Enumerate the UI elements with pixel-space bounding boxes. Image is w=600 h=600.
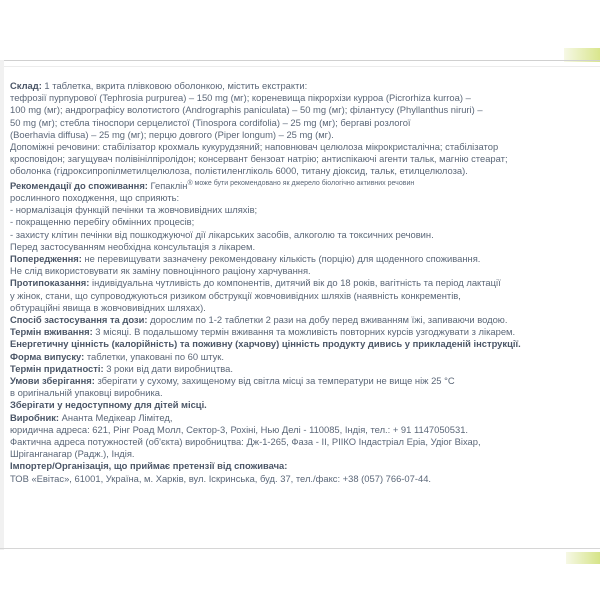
usage-section: Спосіб застосування та дози: дорослим по 1-2 таблетки 2 рази на добу перед вживанням їжі, запиваючи водою. xyxy=(10,313,508,325)
energy-section: Енергетичну цінність (калорійність) та поживну (харчову) цінність продукту дивись у прикладеній інструкції. xyxy=(10,338,521,350)
auxiliary-section: Допоміжні речовини: стабілізатор крохмаль кукурудзяний; наповнювач целюлоза мікрокристалічна; стабілізатор кросповідон; загущувач полівінілпіролідон; консервант бензоат натрію; антиспікаючі агенти тальк, магнію стеарат; оболонка (гідроксипропілметилцелюлоза, полієтиленгліколь 6000, титану діоксид, тальк, етилцелюлоза). xyxy=(10,141,508,177)
package-flap-bottom xyxy=(566,552,600,564)
box-edge-top-inner xyxy=(0,66,600,67)
warning-section: Попередження: не перевищувати зазначену рекомендовану кількість (порцію) для щоденного споживання. Не слід використовувати як заміну повноцінного раціону харчування. xyxy=(10,252,481,277)
storage-section: Умови зберігання: зберігати у сухому, захищеному від світла місці за температури не вище ніж 25 °C в оригінальній упаковці виробника. xyxy=(10,375,455,399)
form-section: Форма випуску: таблетки, упаковані по 60 штук. xyxy=(10,350,225,362)
children-section: Зберігати у недоступному для дітей місці. xyxy=(10,399,207,411)
contraindications-section: Протипоказання: індивідуальна чутливість до компонентів, дитячий вік до 18 років, вагітність та період лактації у жінок, стани, що супроводжуються ризиком обструкції жовчовивідних шляхів (наявність конкрементів, обтураційні явища в жовчовивідних шляхах). xyxy=(10,277,501,313)
importer-section: Імпортер/Організація, що приймає претензії від споживача: ТОВ «Евітас», 61001, Україна, м. Харків, вул. Іскринська, буд. 37, тел./факс: +38 (057) 766-07-44. xyxy=(10,460,432,484)
box-edge-top xyxy=(0,60,600,61)
box-edge-bottom xyxy=(0,548,600,549)
box-edge-left xyxy=(0,60,4,550)
manufacturer-section: Виробник: Ананта Медікеар Лімітед, юридична адреса: 621, Рінг Роад Молл, Сектор-3, Рохіні, Нью Делі - 110085, Індія, тел.: + 91 1147050531. Фактична адреса потужностей (об'єкта) виробництва: Дж-1-265, Фаза - ІІ, РІІКО Індастріал Еріа, Удіог Віхар, Шріганганагар (Радж.), Індія. xyxy=(10,411,481,460)
recommendations-section: Рекомендації до споживання: Гепаклін$^{® може бути рекомендовано як джерело біологічно активних речовин}$ рослинного походження, що сприяють: - нормалізація функцій печінки та жовчовивідних шляхів; - покращенню перебігу обмінних процесів; - захисту клітин печінки від пошкоджуючої дії лікарських засобів, алкоголю та токсичних речовин. Перед застосуванням необхідна консультація з лікарем. xyxy=(10,179,434,252)
label-text xyxy=(10,80,586,485)
composition-section: Склад: 1 таблетка, вкрита плівковою оболонкою, містить екстракти: тефрозії пурпурової (Tephrosia purpurea) – 150 mg (мг); кореневища пікрорхізи курроа (Picrorhiza kurroa) – 100 mg (мг); андрографісу волотистого (Andrographis paniculata) – 50 mg (мг); філантусу (Phyllanthus niruri) – 50 mg (мг); стебла тіноспори серцелистої (Tinospora cordifolia) – 25 mg (мг); бергаві розлогої (Boerhavia diffusa) – 25 mg (мг); перцю довгого (Piper longum) – 25 mg (мг). xyxy=(10,80,483,140)
term-section: Термін вживання: 3 місяці. В подальшому термін вживання та можливість повторних курсів узгоджувати з лікарем. xyxy=(10,326,516,338)
shelf-life-section: Термін придатності: 3 роки від дати виробництва. xyxy=(10,362,233,374)
